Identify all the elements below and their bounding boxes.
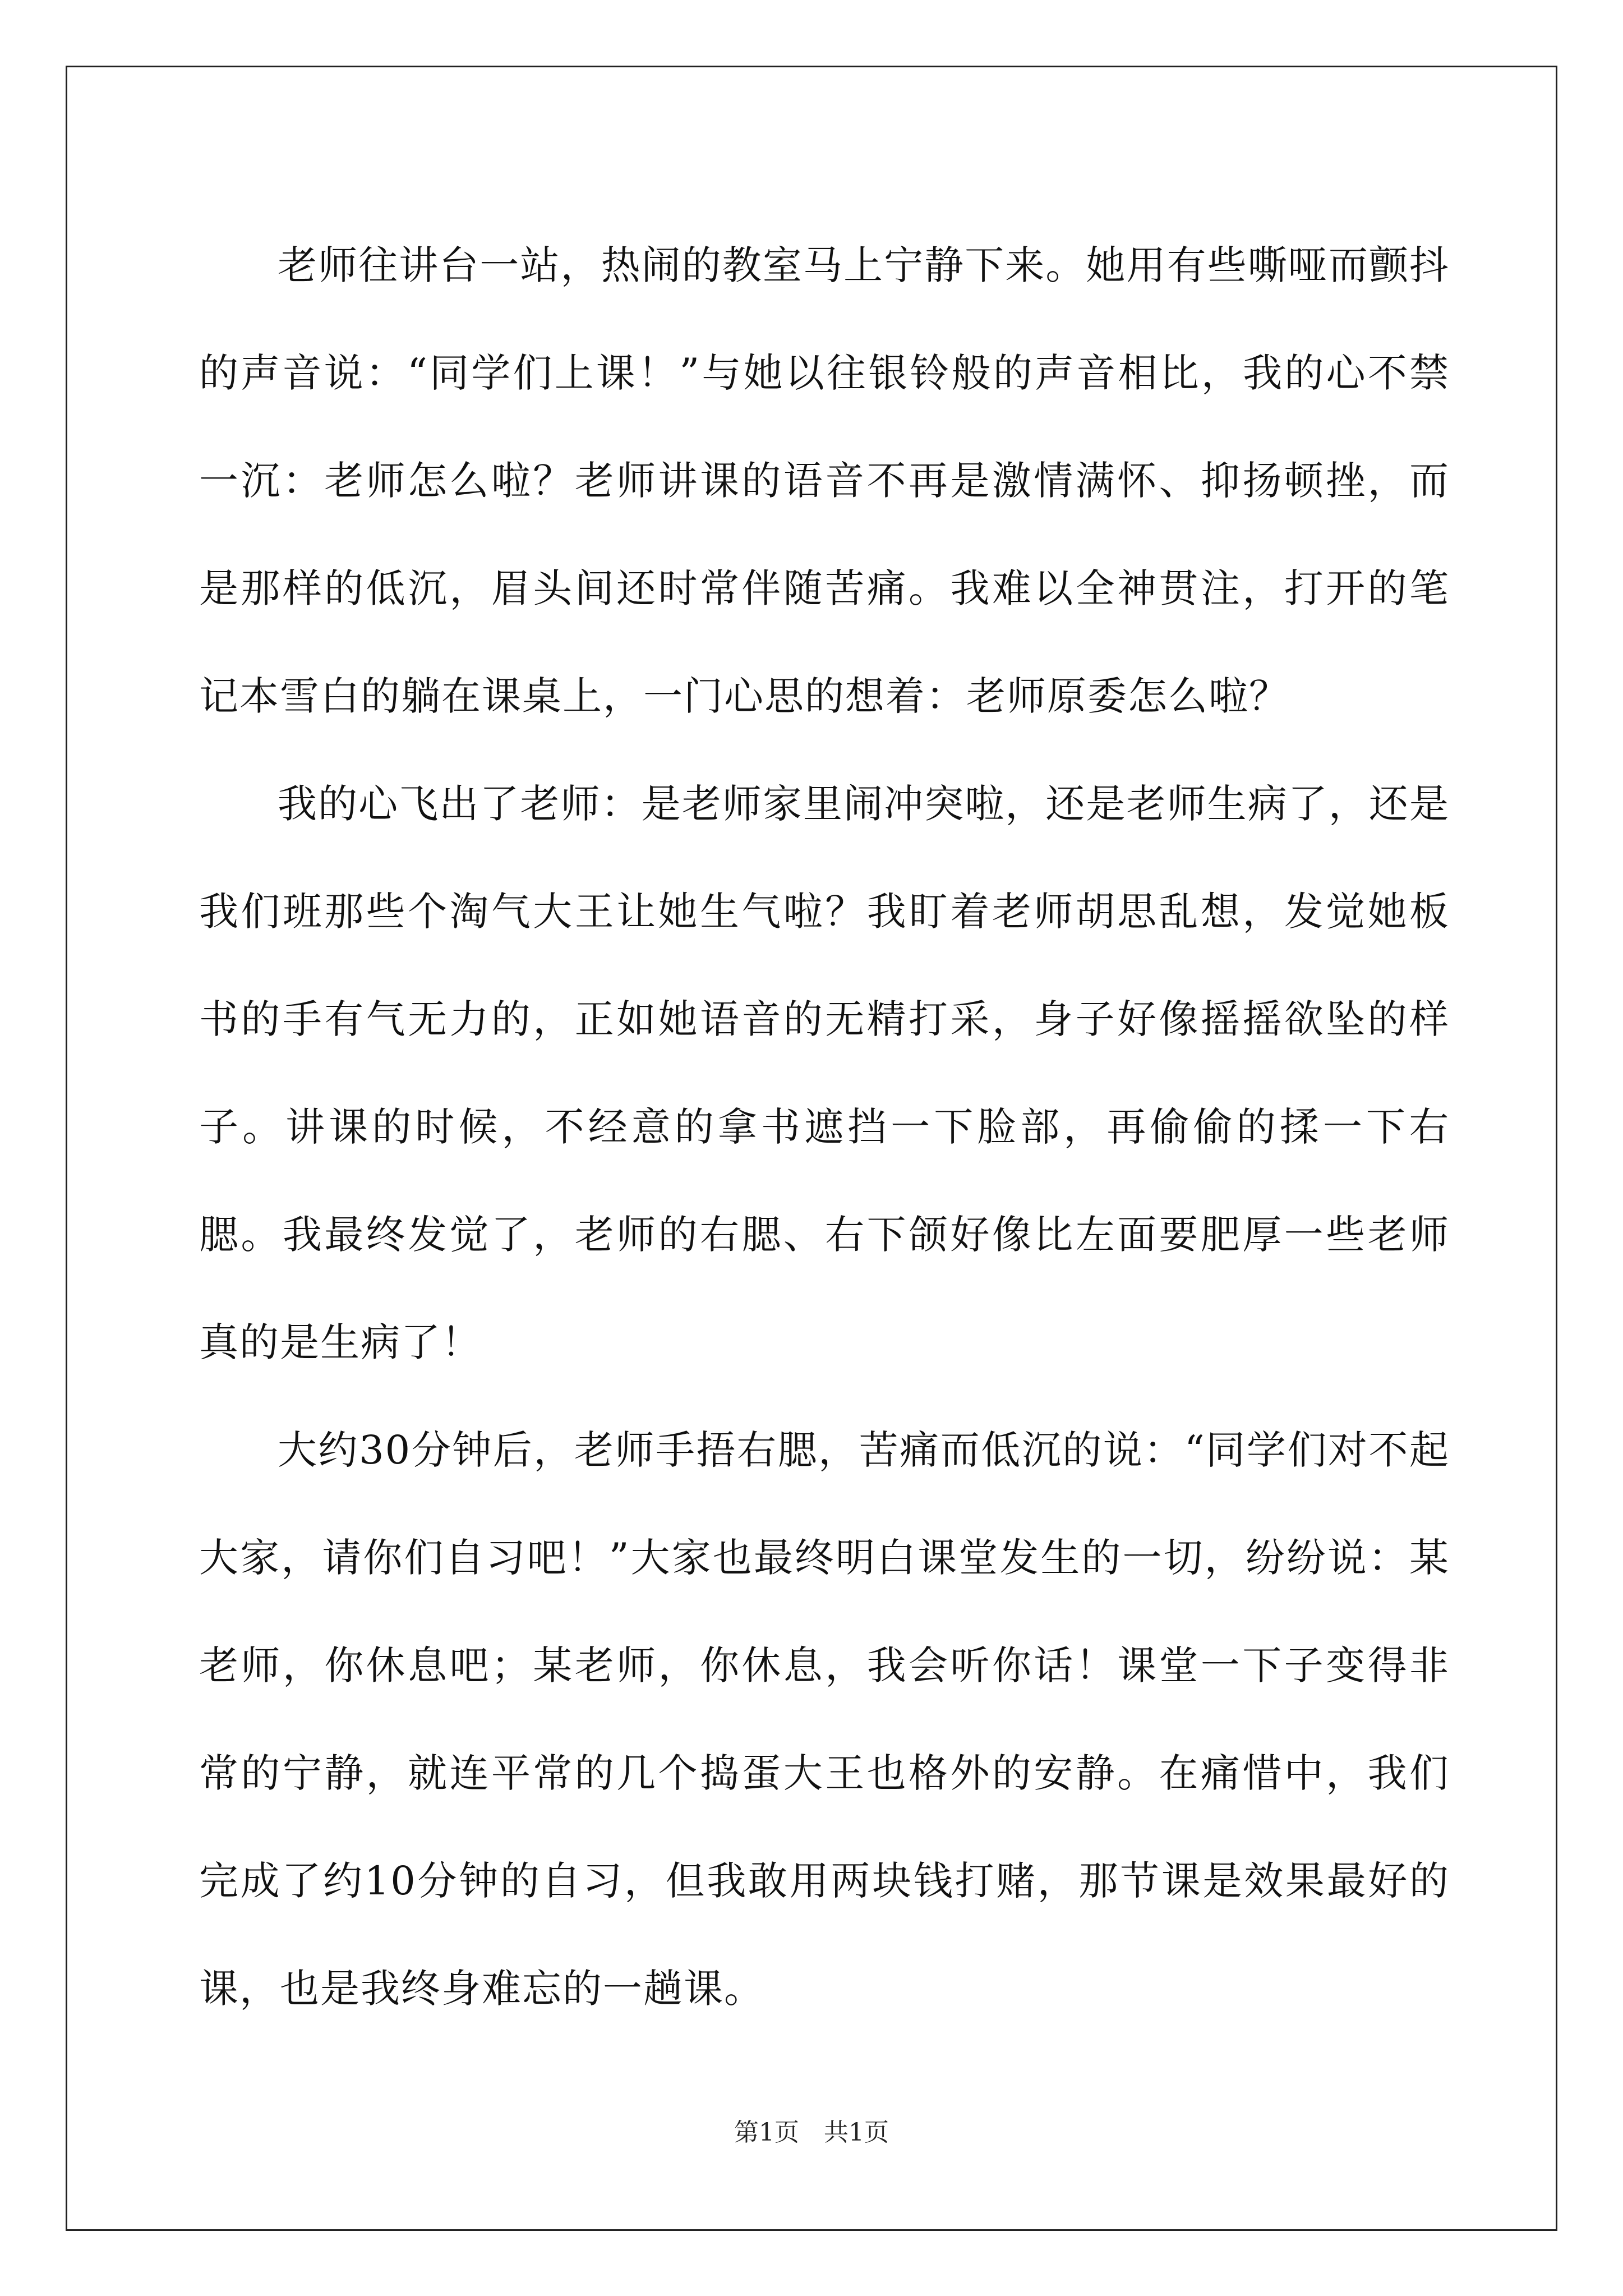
page-footer: 第1页 共1页 — [734, 2118, 889, 2147]
paragraph-2: 我的心飞出了老师：是老师家里闹冲突啦，还是老师生病了，还是我们班那些个淘气大王让她生气啦？我盯着老师胡思乱想，发觉她板书的手有气无力的，正如她语音的无精打采，身子好像摇摇欲坠的样子。讲课的时候，不经意的拿书遮挡一下脸部，再偷偷的揉一下右腮。我最终发觉了，老师的右腮、右下颌好像比左面要肥厚一些老师真的是生病了！ — [199, 781, 1450, 1365]
document-body — [199, 211, 1450, 2042]
paragraph-1: 老师往讲台一站，热闹的教室马上宁静下来。她用有些嘶哑而颤抖的声音说：“同学们上课！”与她以往银铃般的声音相比，我的心不禁一沉：老师怎么啦？老师讲课的语音不再是激情满怀、抑扬顿挫，而是那样的低沉，眉头间还时常伴随苦痛。我难以全神贯注，打开的笔记本雪白的躺在课桌上，一门心思的想着：老师原委怎么啦？ — [199, 242, 1450, 719]
paragraph-3: 大约30分钟后，老师手捂右腮，苦痛而低沉的说：“同学们对不起大家，请你们自习吧！”大家也最终明白课堂发生的一切，纷纷说：某老师，你休息吧；某老师，你休息，我会听你话！课堂一下子变得非常的宁静，就连平常的几个捣蛋大王也格外的安静。在痛惜中，我们完成了约10分钟的自习，但我敢用两块钱打赌，那节课是效果最好的课，也是我终身难忘的一趟课。 — [199, 1427, 1450, 2012]
